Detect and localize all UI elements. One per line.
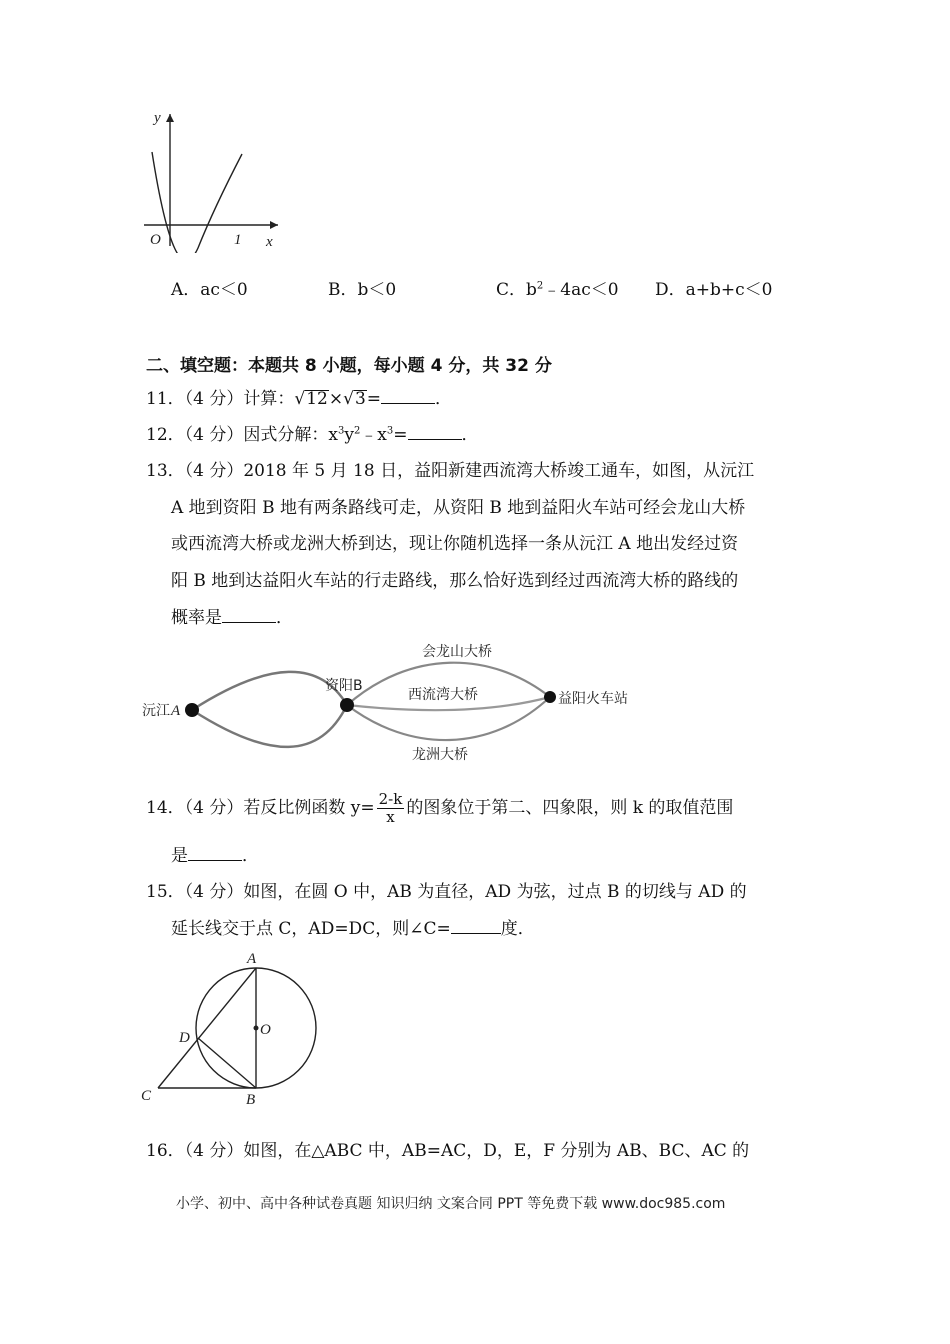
point-station: [544, 691, 556, 703]
question-12: [146, 425, 479, 445]
q13-text-5: [171, 608, 293, 628]
origin-label: O: [150, 232, 161, 248]
q14-fraction: [377, 791, 405, 826]
q15-number: 15．: [146, 882, 185, 902]
q12-sup1: 3: [337, 425, 345, 437]
q13-text-2: A 地到资阳 B 地有两条路线可走，从资阳 B 地到益阳火车站可经会龙山大桥: [171, 498, 746, 518]
q11-answer-blank: [381, 389, 435, 404]
q12-minus-x: ﹣x: [360, 425, 387, 445]
route-a-b-lower: [192, 705, 347, 747]
question-11: [146, 389, 452, 409]
option-c-sup: 2: [536, 280, 544, 292]
q12-sup3: 3: [386, 425, 394, 437]
q14-answer-blank: [188, 846, 242, 861]
question-14: [146, 790, 733, 826]
question-16: [146, 1141, 749, 1161]
label-ziyang: 资阳B: [325, 678, 363, 694]
label-huilongshan: 会龙山大桥: [422, 644, 492, 660]
q11-text: （4 分）计算：: [184, 389, 295, 409]
label-yuanjiang: 沅江: [142, 703, 170, 719]
option-c: [496, 280, 619, 300]
line-ac: [158, 968, 256, 1088]
q12-sup2: 2: [353, 425, 361, 437]
q15-text-1: （4 分）如图，在圆 O 中，AB 为直径，AD 为弦，过点 B 的切线与 AD 的: [184, 882, 747, 902]
q11-number: 11．: [146, 389, 185, 409]
radicand-12: 12: [306, 389, 328, 409]
q13-number: 13．: [146, 461, 185, 481]
q12-y: y: [344, 425, 354, 445]
question-15: [146, 882, 747, 902]
q12-text: （4 分）因式分解：x: [184, 425, 338, 445]
q15-answer-blank: [451, 919, 501, 934]
label-o: O: [260, 1022, 271, 1038]
q16-text-1: （4 分）如图，在△ABC 中，AB=AC，D，E，F 分别为 AB、BC、AC 的: [184, 1141, 750, 1161]
q15-end: 度．: [500, 919, 535, 939]
q13-text-1: （4 分）2018 年 5 月 18 日，益阳新建西流湾大桥竣工通车，如图，从沅江: [184, 461, 755, 481]
q13-text-3: 或西流湾大桥或龙洲大桥到达，现让你随机选择一条从沅江 A 地出发经过资: [171, 534, 739, 554]
option-b: B．b＜0: [328, 280, 397, 300]
q13-text-4: 阳 B 地到达益阳火车站的行走路线，那么恰好选到经过西流湾大桥的路线的: [171, 571, 739, 591]
q14-text-2: 的图象位于第二、四象限，则 k 的取值范围: [406, 798, 734, 818]
q13-end: ．: [276, 608, 293, 628]
center-point: [254, 1026, 259, 1031]
q14-line2: [171, 846, 259, 866]
point-a: [185, 703, 199, 717]
q13-answer-blank: [222, 608, 276, 623]
q14-end: ．: [242, 846, 259, 866]
q14-line2-text: 是: [171, 846, 188, 866]
route-figure: [140, 635, 650, 765]
q14-text: （4 分）若反比例函数 y=: [184, 798, 375, 818]
label-c: C: [141, 1088, 152, 1104]
sqrt-3: √3: [343, 389, 366, 409]
q15-text-2: 延长线交于点 C，AD=DC，则∠C=: [171, 919, 451, 939]
radicand-3: 3: [354, 389, 366, 409]
option-c-text: C．b: [496, 280, 537, 300]
q13-prob-label: 概率是: [171, 608, 222, 628]
fraction-denominator: x: [386, 808, 395, 826]
parabola-figure: [138, 108, 288, 253]
option-d: D．a+b+c＜0: [655, 280, 773, 300]
question-13-line1: [146, 461, 754, 481]
q16-number: 16．: [146, 1141, 185, 1161]
x-axis-label: x: [266, 234, 273, 250]
option-a: A．ac＜0: [171, 280, 248, 300]
q12-number: 12．: [146, 425, 185, 445]
circle-figure: [135, 945, 335, 1110]
point-b: [340, 698, 354, 712]
label-xiliuwan: 西流湾大桥: [408, 687, 478, 703]
page-footer: 小学、初中、高中各种试卷真题 知识归纳 文案合同 PPT 等免费下载 www.doc985.com: [176, 1196, 726, 1212]
times-sign: ×: [328, 389, 344, 409]
q12-end: ．: [461, 425, 479, 445]
q12-equals: =: [393, 425, 408, 445]
q11-end: ．: [435, 389, 453, 409]
sqrt-12: √12: [294, 389, 328, 409]
label-a: A: [247, 951, 257, 967]
q15-line2: [171, 919, 535, 939]
q11-equals: =: [366, 389, 382, 409]
label-station: 益阳火车站: [558, 691, 628, 707]
fraction-numerator: 2-k: [378, 790, 403, 808]
q14-number: 14．: [146, 798, 185, 818]
option-c-rest: ﹣4ac＜0: [543, 280, 619, 300]
label-a: A: [171, 703, 181, 719]
q12-answer-blank: [408, 425, 462, 440]
route-a-b-upper: [192, 672, 347, 710]
section-title: 二、填空题：本题共 8 小题，每小题 4 分，共 32 分: [146, 356, 552, 376]
tick-label-1: 1: [234, 232, 242, 248]
label-d: D: [179, 1030, 190, 1046]
label-longzhou: 龙洲大桥: [412, 747, 468, 763]
label-b: B: [246, 1092, 256, 1108]
y-axis-label: y: [154, 110, 161, 126]
